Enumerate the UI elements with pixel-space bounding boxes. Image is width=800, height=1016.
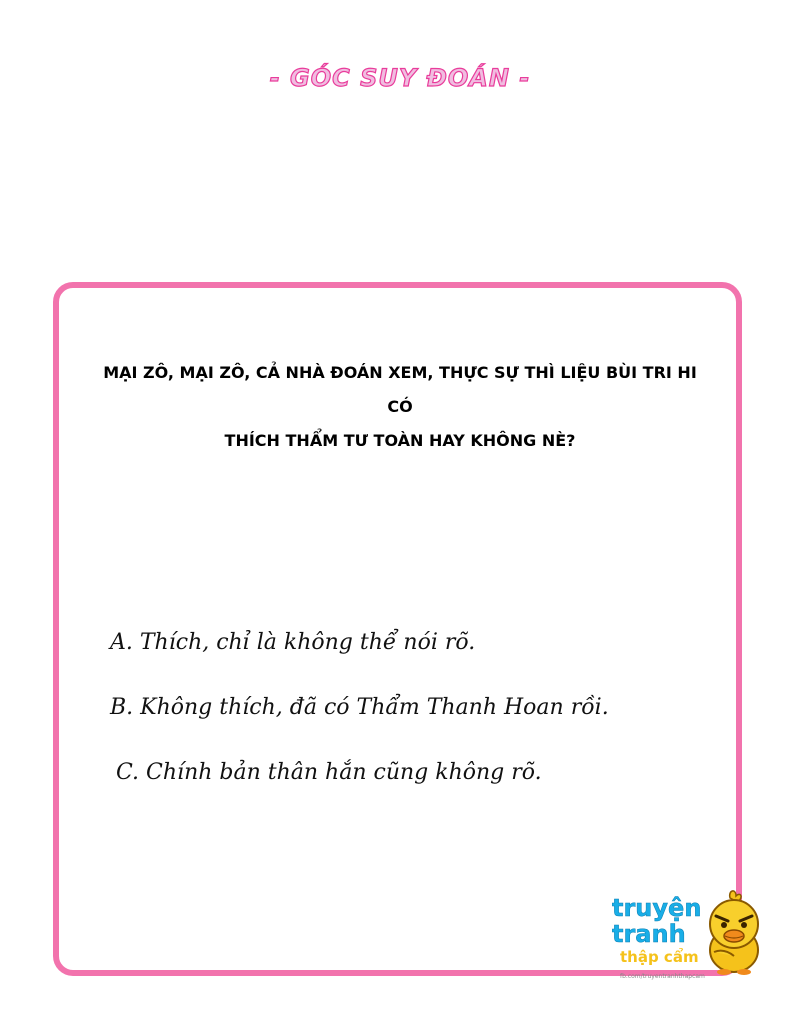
page-title: - GÓC SUY ĐOÁN - xyxy=(269,64,531,92)
quiz-option-b: B. Không thích, đã có Thẩm Thanh Hoan rồi. xyxy=(110,695,609,720)
quiz-question xyxy=(100,356,700,458)
watermark-logo xyxy=(612,888,762,984)
quiz-option-a: A. Thích, chỉ là không thể nói rõ. xyxy=(110,630,476,655)
watermark-url: fb.com/truyentranhthapcam xyxy=(620,973,705,980)
quiz-question-line-2: THÍCH THẨM TƯ TOÀN HAY KHÔNG NÈ? xyxy=(224,431,576,450)
watermark-line-3: thập cẩm xyxy=(620,948,699,966)
duck-mascot-icon xyxy=(700,888,764,978)
quiz-option-c: C. Chính bản thân hắn cũng không rõ. xyxy=(116,760,542,785)
watermark-line-1: truyện xyxy=(612,894,702,922)
watermark-line-2: tranh xyxy=(612,920,686,948)
quiz-question-line-1: MẠI ZÔ, MẠI ZÔ, CẢ NHÀ ĐOÁN XEM, THỰC SỰ THÌ LIỆU BÙI TRI HI CÓ xyxy=(103,363,697,416)
